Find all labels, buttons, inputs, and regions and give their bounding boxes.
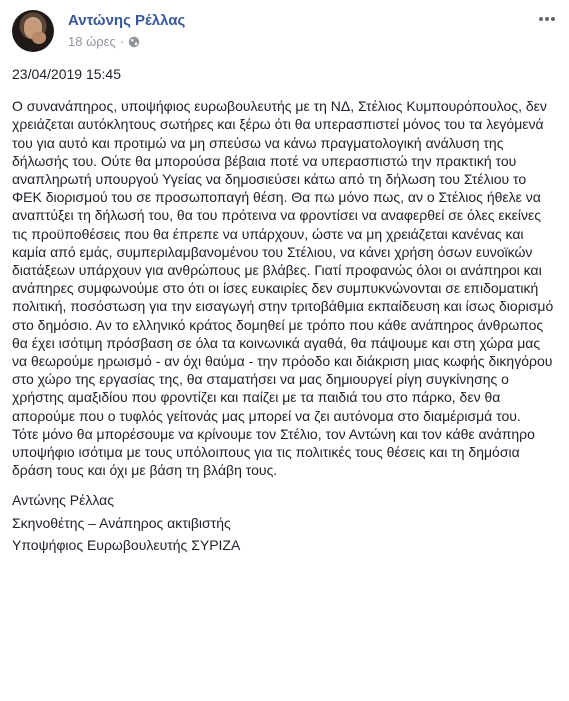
author-name-link[interactable]: Αντώνης Ρέλλας [68,12,186,29]
avatar[interactable] [12,10,54,52]
post-date: 23/04/2019 15:45 [12,66,121,82]
post-time[interactable]: 18 ώρες [68,34,116,49]
signature [12,491,555,554]
globe-icon[interactable] [128,36,140,48]
post-meta [68,34,140,49]
signature-line: Σκηνοθέτης – Ανάπηρος ακτιβιστής [12,514,231,531]
post-body: Ο συνανάπηρος, υποψήφιος ευρωβουλευτής με τη ΝΔ, Στέλιος Κυμπουρόπουλος, δεν χρειάζεται αυτόκλητους σωτήρες και ξέρω ότι θα υπερασπιστεί μόνος του τα λεγόμενά του για αυτό και προτιμώ να μη σπεύσω να κάνω πραγματολογική ανάλυση της δήλωσής του. Ούτε θα μπορούσα βέβαια ποτέ να υπερασπιστώ την πρακτική του αναπληρωτή υπουργού Υγείας να δημοσιεύσει κάτω από τη δήλωση του Στέλιου το ΦΕΚ διορισμού του σε προσωποπαγή θέση. Θα πω μόνο πως, αν ο Στέλιος ήθελε να αναπτύξει τη δήλωσή του, θα του πρότεινα να φροντίσει να αναφερθεί σε όλες εκείνες τις προϋποθέσεις που θα έπρεπε να υπάρχουν, ώστε να μη χρειάζεται κανένας και καμία από εμάς, συμπεριλαμβανομένου του Στέλιου, να κάνει χρήση όσων ευνοϊκών διατάξεων υπάρχουν για ανθρώπους με βλάβες. Γιατί προφανώς όλοι οι ανάπηροι και ανάπηρες συμφωνούμε στο ότι οι ίσες ευκαιρίες δεν συμπυκνώνονται σε επιδοματική πολιτική, ποσόστωση για την εισαγωγή στην τριτοβάθμια εκπαίδευση και ίσως διορισμό στο δημόσιο. Αν το ελληνικό κράτος δομηθεί με τρόπο που κάθε ανάπηρος άνθρωπος θα έχει ισότιμη πρόσβαση σε όλα τα κοινωνικά αγαθά, θα πάψουμε και στη χώρα μας να θεωρούμε ηρωισμό - αν όχι θαύμα - την πρόοδο και διάκριση μιας κωφής δικηγόρου στο χώρο της εργασίας της, θα σταματήσει να μας δημιουργεί ρίγη συγκίνησης ο χρήστης αμαξιδίου που φροντίζει και παίζει με τα παιδιά του στο πάρκο, δεν θα απορούμε που ο τυφλός γείτονάς μας μπορεί να ζει αυτόνομα στο διαμέρισμά του. Τότε μόνο θα μπορέσουμε να κρίνουμε τον Στέλιο, τον Αντώνη και τον κάθε ανάπηρο υποψήφιο ισότιμα με τους υπόλοιπους για τις πολιτικές τους θέσεις και τη δημόσια δράση τους και όχι με βάση τη βλάβη τους. [12,98,554,479]
signature-line: Υποψήφιος Ευρωβουλευτής ΣΥΡΙΖΑ [12,536,241,553]
post-content [12,65,555,558]
more-options-icon[interactable] [537,12,557,28]
post-header [12,10,557,54]
separator-dot: · [119,34,125,49]
signature-line: Αντώνης Ρέλλας [12,492,114,509]
